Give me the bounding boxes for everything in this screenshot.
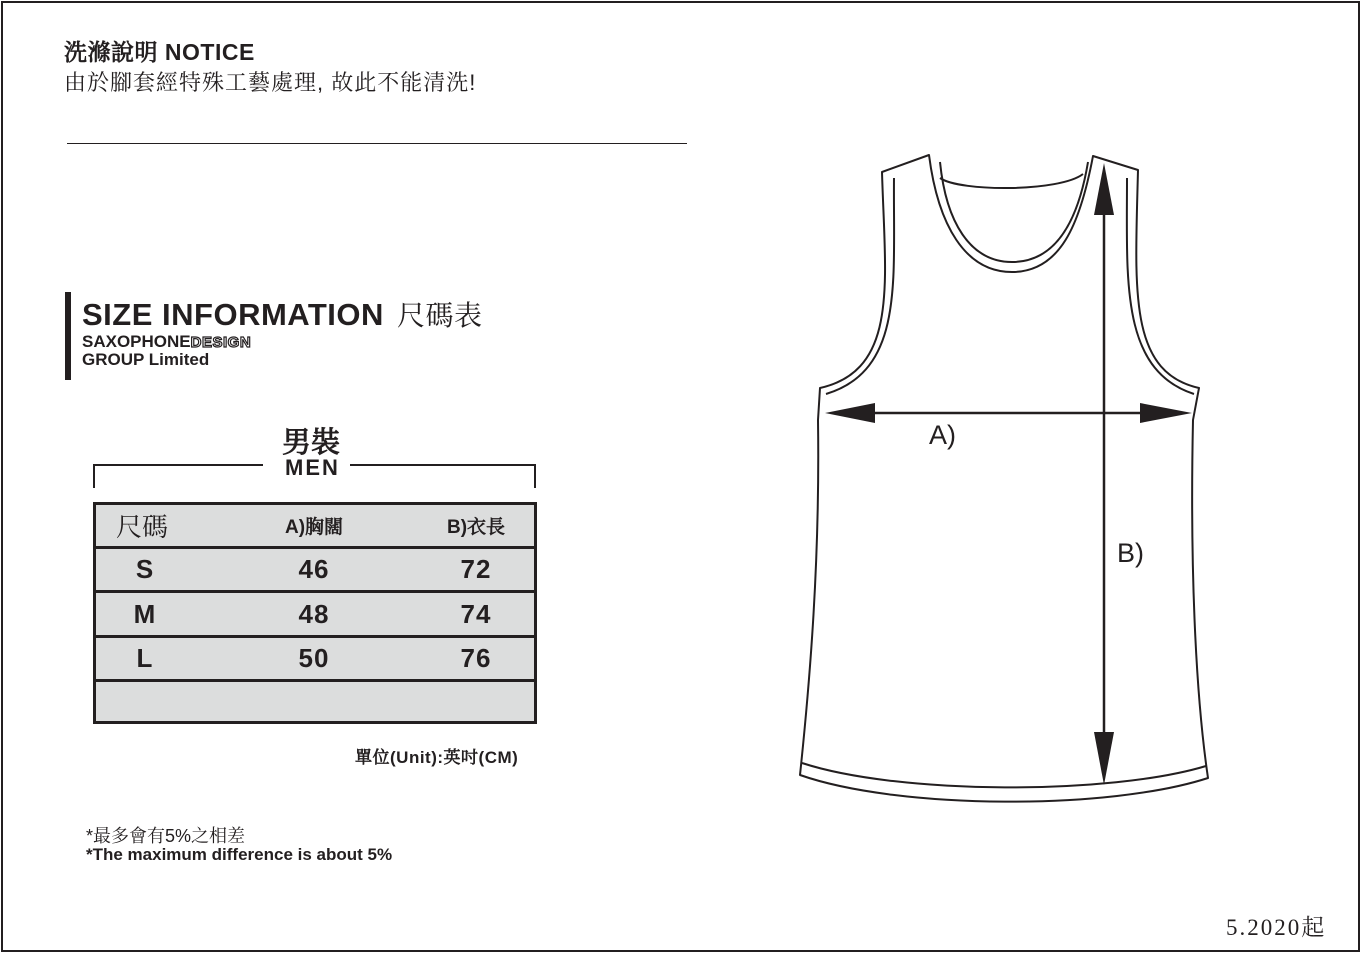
- length-cell: 72: [460, 554, 492, 584]
- header-size: 尺碼: [116, 512, 169, 542]
- table-header-row: [96, 505, 534, 549]
- table-row: [96, 549, 534, 593]
- chest-cell: 50: [298, 643, 330, 673]
- size-table: [93, 502, 537, 724]
- size-cell: M: [133, 598, 157, 629]
- table-row: [96, 593, 534, 638]
- notice-body: 由於腳套經特殊工藝處理, 故此不能清洗!: [64, 70, 477, 95]
- length-cell: 76: [460, 643, 492, 673]
- notice-divider: [67, 143, 687, 144]
- brand-name: [82, 332, 251, 352]
- size-info-title: [82, 294, 483, 334]
- category-label-zh: 男裝: [282, 427, 341, 459]
- tank-top-diagram: [790, 145, 1220, 820]
- size-info-title-en: SIZE INFORMATION: [82, 297, 384, 332]
- measure-a-label: A): [929, 420, 956, 450]
- measure-b-arrow: [1094, 163, 1114, 785]
- size-cell: S: [135, 554, 155, 584]
- size-cell: L: [136, 643, 154, 673]
- category-bracket-left: [93, 464, 263, 488]
- category-bracket-right: [350, 464, 536, 488]
- brand-name-text: SAXOPHONE: [82, 332, 191, 351]
- table-empty-row: [96, 682, 534, 721]
- tank-top-outline: [800, 155, 1208, 802]
- brand-group: GROUP Limited: [82, 350, 210, 369]
- table-row: [96, 638, 534, 682]
- date-mark: 5.2020起: [1226, 915, 1327, 940]
- brand-design-outline: DESIGN: [190, 334, 252, 351]
- header-length: B)衣長: [446, 517, 506, 538]
- hem-trim: [802, 763, 1206, 787]
- notice-title: 洗滌說明 NOTICE: [64, 39, 255, 65]
- tolerance-note-zh: *最多會有5%之相差: [86, 826, 246, 846]
- unit-note: 單位(Unit):英吋(CM): [355, 748, 519, 767]
- header-chest: A)胸闊: [284, 517, 344, 538]
- chest-cell: 46: [298, 554, 330, 584]
- neckline-back: [940, 174, 1083, 188]
- measure-a-arrow: [825, 403, 1192, 423]
- category-label-en: MEN: [285, 455, 340, 480]
- size-info-title-zh: 尺碼表: [397, 300, 483, 331]
- section-accent-bar: [65, 292, 71, 380]
- measure-b-label: B): [1117, 538, 1144, 568]
- length-cell: 74: [460, 598, 492, 629]
- tolerance-note-en: *The maximum difference is about 5%: [86, 845, 393, 864]
- chest-cell: 48: [298, 598, 330, 629]
